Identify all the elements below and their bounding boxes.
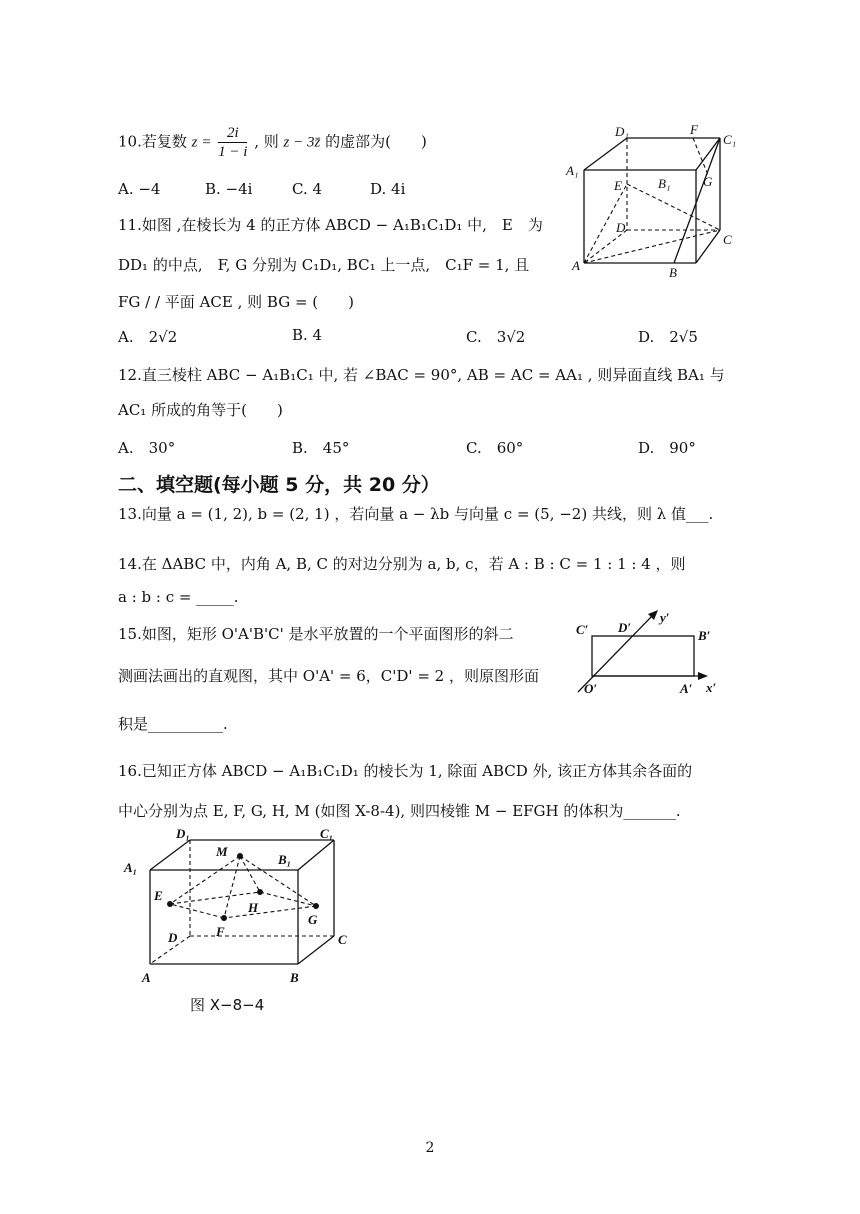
- q14-line-1: 14.在 ΔABC 中，内角 A, B, C 的对边分别为 a, b, c，若 A : B : C = 1 : 1 : 4 ，则: [118, 555, 686, 573]
- q16-label-b1: B₁: [278, 852, 292, 867]
- q16-line-2: 中心分别为点 E, F, G, H, M (如图 X-8-4), 则四棱锥 M − EFGH 的体积为_______.: [118, 802, 681, 820]
- q12-line-1: 12.直三棱柱 ABC − A₁B₁C₁ 中, 若 ∠BAC = 90°, AB = AC = AA₁ , 则异面直线 BA₁ 与: [118, 366, 725, 384]
- q16-label-d: D: [168, 930, 178, 945]
- q11-line-2: DD₁ 的中点, F, G 分别为 C₁D₁, BC₁ 上一点, C₁F = 1, 且: [118, 256, 530, 274]
- q11-option-d: D. 2√5: [638, 328, 698, 346]
- x-axis-arrow-icon: [698, 672, 708, 680]
- point-g: [313, 903, 319, 909]
- q15-label-c: C′: [576, 622, 589, 637]
- q15-label-b: B′: [698, 628, 711, 643]
- q13-text: 13.向量 a = (1, 2), b = (2, 1) ，若向量 a − λb 与向量 c = (5, −2) 共线，则 λ 值___.: [118, 505, 714, 523]
- q16-cube-figure: [118, 824, 358, 1024]
- q15-label-a: A′: [680, 681, 693, 696]
- q16-label-m: M: [216, 844, 228, 859]
- q15-label-y: y′: [660, 610, 670, 625]
- point-h: [257, 889, 263, 895]
- q11-label-d1: D₁: [615, 124, 629, 139]
- q16-label-a1: A₁: [124, 860, 138, 875]
- q15-label-x: x′: [706, 680, 717, 695]
- q11-label-d: D: [616, 220, 626, 235]
- page-number: 2: [425, 1140, 435, 1156]
- q10-z-eq: z =: [191, 134, 212, 151]
- q16-label-a: A: [142, 970, 151, 985]
- q15-figure: [570, 604, 730, 696]
- q16-figure-caption: 图 X−8−4: [190, 996, 265, 1014]
- q10-mid: , 则: [254, 132, 279, 151]
- q15-label-o: O′: [584, 681, 598, 696]
- q16-label-g: G: [308, 912, 318, 927]
- q15-line-1: 15.如图，矩形 O'A'B'C' 是水平放置的一个平面图形的斜二: [118, 625, 514, 643]
- q11-label-c: C: [723, 232, 732, 247]
- q11-label-c1: C₁: [723, 132, 737, 147]
- q10-stem: [118, 124, 427, 161]
- q16-label-c: C: [338, 932, 347, 947]
- q10-frac-num: 2i: [218, 124, 247, 143]
- q16-label-d1: D₁: [176, 826, 190, 841]
- section-2-title: 二、填空题(每小题 5 分，共 20 分）: [118, 474, 440, 496]
- q12-option-a: A. 30°: [118, 439, 176, 457]
- q10-option-b: B. −4i: [205, 180, 253, 198]
- point-m: [237, 853, 243, 859]
- q10-option-a: A. −4: [118, 180, 161, 198]
- q10-option-c: C. 4: [292, 180, 323, 198]
- q11-line-3: FG / / 平面 ACE , 则 BG = ( ): [118, 293, 354, 311]
- q11-label-e: E: [614, 178, 622, 193]
- q11-option-c: C. 3√2: [466, 328, 526, 346]
- q10-fraction: [218, 124, 247, 161]
- q15-label-d: D′: [618, 620, 632, 635]
- q10-frac-den: 1 − i: [218, 144, 248, 160]
- q11-option-a: A. 2√2: [118, 328, 178, 346]
- q10-option-d: D. 4i: [370, 180, 406, 198]
- q15-line-2: 测画法画出的直观图，其中 O'A' = 6，C'D' = 2 ，则原图形面: [118, 667, 539, 685]
- q11-label-a: A: [572, 258, 580, 273]
- q16-label-b: B: [290, 970, 299, 985]
- q16-label-h: H: [248, 900, 259, 915]
- q11-cube-figure: [560, 120, 740, 280]
- q12-option-b: B. 45°: [292, 439, 350, 457]
- q11-label-g: G: [703, 174, 713, 189]
- q15-line-3: 积是__________.: [118, 715, 228, 733]
- q11-label-f: F: [690, 122, 698, 137]
- q11-line-1: 11.如图 ,在棱长为 4 的正方体 ABCD − A₁B₁C₁D₁ 中, E 为: [118, 216, 543, 234]
- q10-suffix: 的虚部为( ): [325, 132, 427, 151]
- q16-label-e: E: [154, 888, 163, 903]
- point-e: [167, 901, 173, 907]
- q16-label-c1: C₁: [320, 826, 334, 841]
- point-f: [221, 915, 227, 921]
- q14-line-2: a : b : c = _____.: [118, 588, 239, 606]
- q10-prefix: 10.若复数: [118, 132, 187, 151]
- q12-option-c: C. 60°: [466, 439, 524, 457]
- q11-label-b: B: [669, 265, 677, 280]
- q12-option-d: D. 90°: [638, 439, 696, 457]
- q11-label-a1: A₁: [566, 163, 579, 178]
- q11-label-b1: B₁: [658, 176, 671, 191]
- q16-line-1: 16.已知正方体 ABCD − A₁B₁C₁D₁ 的棱长为 1, 除面 ABCD 外, 该正方体其余各面的: [118, 762, 693, 780]
- q16-label-f: F: [216, 924, 225, 939]
- q12-line-2: AC₁ 所成的角等于( ): [118, 401, 283, 419]
- q11-option-b: B. 4: [292, 326, 323, 344]
- q10-expr: z − 3z̄: [283, 134, 321, 151]
